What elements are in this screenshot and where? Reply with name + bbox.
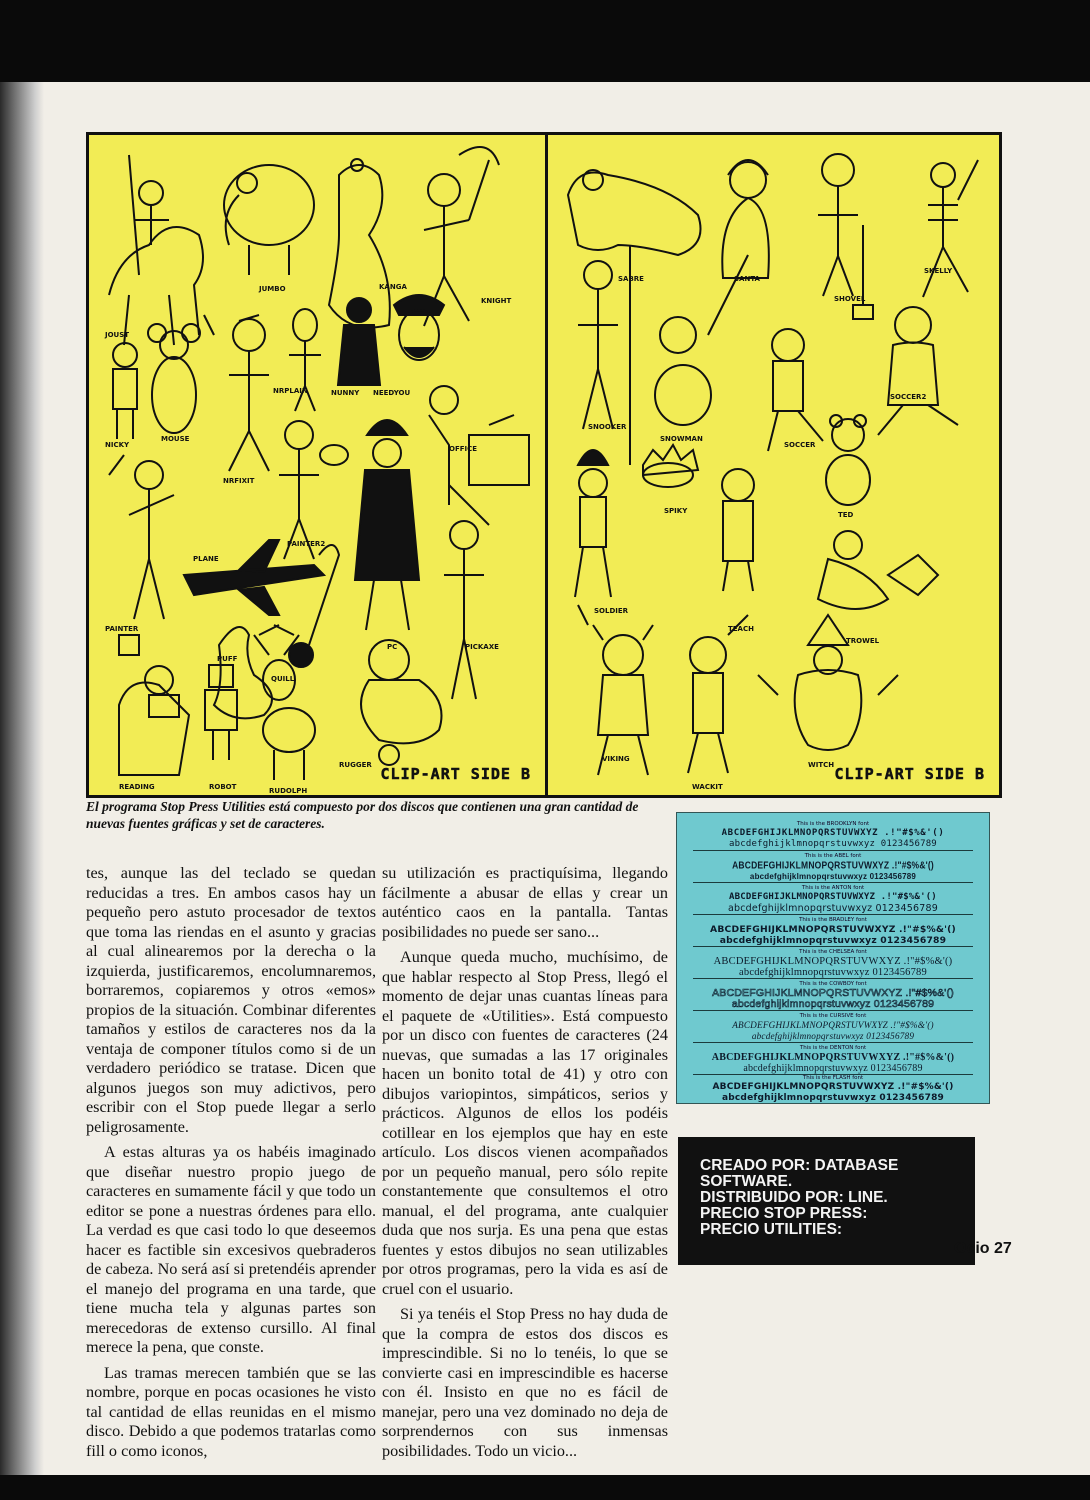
credits-line: DISTRIBUIDO POR: LINE. [700,1189,888,1206]
font-sample-upper: ABCDEFGHIJKLMNOPQRSTUVWXYZ .!"#$%&'() [729,892,937,902]
clip-art-label: READING [119,783,155,791]
clip-art-label: TED [838,511,854,519]
clip-art-label: JUMBO [259,285,286,293]
font-sample-title: This is the CHELSEA font [799,949,867,955]
font-sample-title: This is the CURSIVE font [799,1013,867,1019]
clip-art-label: PICKAXE [465,643,499,651]
clip-art-label: SOLDIER [594,607,629,615]
clip-art-label: SANTA [734,275,760,283]
clip-art-label: SHOVEL [834,295,866,303]
clip-art-office [429,386,529,505]
font-sample-upper: ABCDEFGHIJKLMNOPQRSTUVWXYZ .!"#$%&'() [721,828,945,838]
clip-art-label: ROBOT [209,783,237,791]
clip-art-label: PAINTER2 [287,540,326,548]
font-sample-upper: ABCDEFGHIJKLMNOPQRSTUVWXYZ .!"#$%&'() [712,988,954,999]
font-sample-upper: ABCDEFGHIJKLMNOPQRSTUVWXYZ .!"#$%&'() [732,858,934,871]
clip-art-panel-right [548,135,999,795]
clip-art-label: SABRE [618,275,644,283]
figure-caption: El programa Stop Press Utilities está compuesto por dos discos que contienen una gran cantidad de nuevas fuentes gráficas y set de caracteres. [86,799,639,831]
clip-art-soldier [575,450,611,597]
font-sample-title: This is the COWBOY font [799,981,867,987]
credits-line: PRECIO STOP PRESS: [700,1205,868,1222]
clip-art-label: SOCCER2 [890,393,927,401]
clip-art-label: NRFIXIT [223,477,255,485]
font-sample [693,1013,973,1043]
paragraph: Aunque queda mucho, muchísimo, de que hablar respecto al Stop Press, llegó el momento de dejar unas cuantas líneas para el paquete de «Utilities». Está compuesto por un disco con fuentes de caracteres (24 nuevas, que sumadas a las 17 originales hacen un bonito total de 41) y otro con dibujos variopintos, simpáticos, serios y prácticos. Algunos de ellos los podéis cotillear en los ejemplos que hay en este artículo. Los discos vienen acompañados por un pequeño manual, pero sólo repite constantemente que consultemos el otro manual, el del programa, ante cualquier duda que nos surja. Es una pena que estas fuentes y estos dibujos no sean utilizables por otros programas, pero la vida es así de cruel con el usuario. [382,948,668,1298]
font-sample-lower: abcdefghijklmnopqrstuvwxyz 0123456789 [729,839,937,849]
font-sample-lower: abcdefghijklmnopqrstuvwxyz 0123456789 [749,872,917,881]
font-sample [693,853,973,883]
article-column-2 [382,864,668,1467]
clip-art-label: VIKING [602,755,630,763]
clip-art-side-label-left: CLIP-ART SIDE B [380,765,531,783]
font-sample [693,981,973,1011]
clip-art-drawings-right [548,135,999,795]
font-sample-title: This is the BROOKLYN font [796,821,870,827]
clip-art-quill [289,545,339,667]
font-sample-lower: abcdefghijklmnopqrstuvwxyz 0123456789 [719,935,947,946]
clip-art-label: NRPLAIN [273,387,308,395]
font-sample-upper: ABCDEFGHIJKLMNOPQRSTUVWXYZ .!"#$%&'() [712,1082,954,1092]
clip-art-label: PC [387,643,398,651]
clip-art-soccer2 [878,307,958,435]
clip-art-label: JOUST [105,331,130,339]
clip-art-label: WACKIT [692,783,723,791]
paragraph: A estas alturas ya os habéis imaginado que diseñar nuestro propio juego de caracteres en sumamente fácil y que todo un editor se pone a nuestras órdenes para ello. La verdad es que casi todo lo que deseemos hacer es factible sin excesivos quebraderos de cabeza. No será así si pretendéis aprender el manejo del programa en una tarde, que tiene mucha tela y algunas partes son merecedoras de extenso cursillo. Al final merece la pena, que conste. [86,1143,376,1356]
clip-art-viking [578,605,653,775]
clip-art-figure [86,132,1002,798]
clip-art-ted [826,415,870,505]
clip-art-skelly [923,160,978,297]
clip-art-pc [355,420,419,630]
clip-art-label: PAINTER [105,625,139,633]
font-sample-lower: abcdefghijklmnopqrstuvwxyz 0123456789 [728,903,938,914]
paragraph: Las tramas merecen también que se las nombre, porque en pocas ocasiones he visto tal cantidad de ellas reunidas en el mismo disco. Debido a que podemos tratarlas como fill o como iconos, [86,1363,376,1460]
clip-art-reading [119,666,189,775]
font-sample [693,949,973,979]
page-folio: Ocio 27 [954,1240,1012,1257]
clip-art-drawings-left [89,135,545,795]
clip-art-label: MOUSE [161,435,190,443]
clip-art-label: WITCH [808,761,835,769]
clip-art-label: SOCCER [784,441,816,449]
clip-art-joust [109,155,203,345]
clip-art-sabre [568,170,701,255]
clip-art-label: OFFICE [449,445,478,453]
paragraph: su utilización es practiquísima, llegando fácilmente a abusar de ellas y crear un auténtico caos en la pantalla. Tantas posibilidades no puede ser sano... [382,864,668,941]
font-sample-upper: ABCDEFGHIJKLMNOPQRSTUVWXYZ .!"#$%&'() [710,924,956,935]
font-sample [693,885,973,915]
clip-art-label: SNOWMAN [660,435,703,443]
clip-art-wackit [688,615,748,773]
clip-art-witch [758,615,898,750]
clip-art-soccer [768,329,823,451]
article-column-1 [86,864,376,1467]
clip-art-label: SNOOKER [588,423,627,431]
clip-art-painter2 [279,421,348,559]
clip-art-label: RUDOLPH [269,787,308,795]
font-sample-title: This is the ABEL font [804,853,862,859]
clip-art-label: TROWEL [846,637,880,645]
clip-art-side-label-right: CLIP-ART SIDE B [834,765,985,783]
clip-art-mrfixit [204,315,269,471]
clip-art-spiky [643,445,698,487]
clip-art-label: PLANE [193,555,219,563]
clip-art-label: NICKY [105,441,130,449]
font-sample-title: This is the FLASH font [802,1075,864,1081]
font-sample-title: This is the ANTON font [801,885,865,891]
clip-art-label: PUFF [217,655,238,663]
clip-art-label: KANGA [379,283,407,291]
clip-art-needyou [394,295,444,360]
font-sample-upper: ABCDEFGHIJKLMNOPQRSTUVWXYZ .!"#$%&'() [713,956,953,967]
clip-art-label: QUILL [271,675,295,683]
font-sample-upper: ABCDEFGHIJKLMNOPQRSTUVWXYZ .!"#$%&'() [732,1020,934,1030]
clip-art-trowel [818,531,938,609]
clip-art-teach [722,469,754,591]
credits-box [678,1137,975,1265]
font-sample [693,821,973,851]
clip-art-label: NUNNY [331,389,360,397]
clip-art-nicky [113,343,137,439]
font-sample-lower: abcdefghijklmnopqrstuvwxyz 0123456789 [731,999,935,1010]
clip-art-rugger [361,640,442,765]
font-sample [693,1075,973,1104]
clip-art-jumbo [224,165,314,275]
clip-art-plane [184,540,324,615]
credits-line: CREADO POR: DATABASE [700,1157,899,1174]
paragraph: Si ya tenéis el Stop Press no hay duda de que la compra de estos dos discos es imprescindible. Si no lo tenéis, lo que se convierte casi en imprescindible es hacerse con él. Insisto en que no es fácil de manejar, pero una vez dominado no deja de sorprendernos con sus inmensas posibilidades. Todo un vicio... [382,1305,668,1460]
font-sample-lower: abcdefghijklmnopqrstuvwxyz 0123456789 [721,1093,944,1103]
magazine-page [0,82,1090,1475]
credits-line: SOFTWARE. [700,1173,793,1190]
font-sample-lower: abcdefghijklmnopqrstuvwxyz 0123456789 [743,1063,923,1074]
clip-art-label: SPIKY [664,507,688,515]
font-sample-lower: abcdefghijklmnopqrstuvwxyz 0123456789 [739,967,927,978]
paragraph: tes, aunque las del teclado se quedan reducidas a tres. En ambos casos hay un pequeño pero astuto procesador de textos que toma las riendas en el asunto y gracias al cual alinearemos por la derecha o la izquierda, justificaremos, encolumnaremos, borraremos, copiaremos y otros «emos» propios de la situación. Combinar diferentes tamaños y estilos de caracteres nos da la ventaja de componer títulos como si de un verdadero periódico se tratase. Dicen que algunos juegos son muy adictivos, pero escribir con el Stop puede llegar a serlo peligrosamente. [86,864,376,1136]
credits-line: PRECIO UTILITIES: [700,1221,843,1238]
clip-art-nunny [338,298,380,385]
clip-art-label: RUGGER [339,761,372,769]
clip-art-label: KNIGHT [481,297,512,305]
clip-art-label: SKELLY [924,267,953,275]
font-sample-title: This is the BRADLEY font [799,917,867,923]
clip-art-mrplain [289,309,321,411]
font-sample [693,1045,973,1075]
clip-art-pickaxe [444,485,489,699]
font-sample-upper: ABCDEFGHIJKLMNOPQRSTUVWXYZ .!"#$%&'() [711,1052,955,1063]
clip-art-label: TEACH [728,625,754,633]
font-sample-lower: abcdefghijklmnopqrstuvwxyz 0123456789 [751,1031,915,1041]
clip-art-label: NEEDYOU [373,389,411,397]
font-sample-title: This is the DENTON font [799,1045,867,1051]
page-gutter-shadow [0,82,44,1475]
font-samples-box [676,812,990,1104]
font-sample [693,917,973,947]
clip-art-panel-left [89,135,545,795]
